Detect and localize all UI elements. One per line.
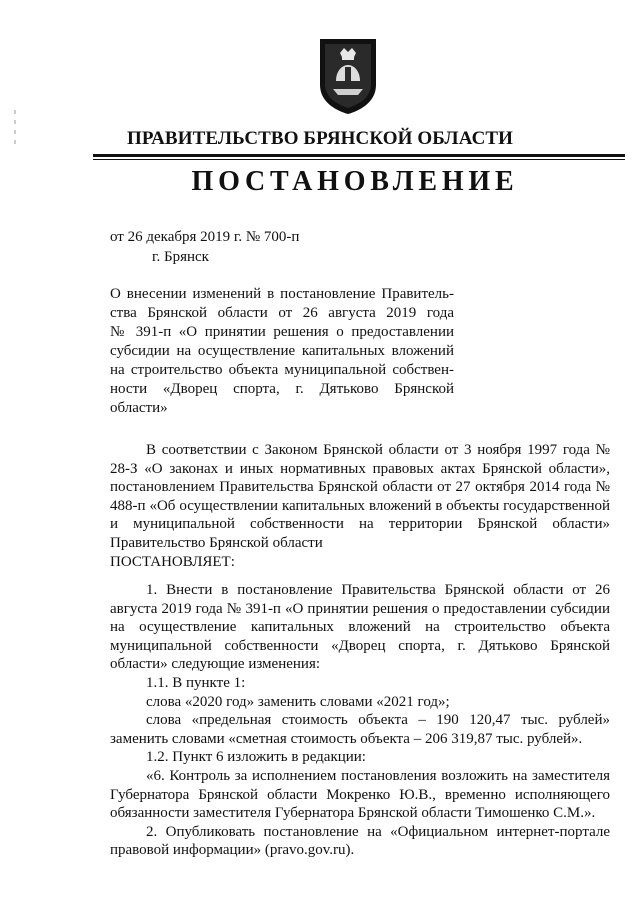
header-divider-thin bbox=[93, 159, 625, 160]
decree-body bbox=[110, 581, 610, 860]
document-meta bbox=[110, 227, 299, 267]
paragraph-1-2: 1.2. Пункт 6 изложить в редакции: bbox=[146, 749, 366, 766]
organization-name: ПРАВИТЕЛЬСТВО БРЯНСКОЙ ОБЛАСТИ bbox=[126, 128, 514, 149]
paragraph-1-1-a: слова «2020 год» заменить словами «2021 год»; bbox=[146, 693, 450, 710]
subject-line: ности «Дворец спорта, г. Дятьково Брянской bbox=[110, 381, 454, 397]
paragraph-1-1-b: слова «предельная стоимость объекта – 190 120,47 тыс. рублей» заменить словами «сметная стоимость объекта – 206 319,87 тыс. рублей». bbox=[110, 712, 610, 747]
city-line: г. Брянск bbox=[152, 249, 209, 265]
date-number-line: от 26 декабря 2019 г. № 700-п bbox=[110, 229, 300, 245]
subject-line: области» bbox=[110, 400, 168, 416]
decree-word: ПОСТАНОВЛЯЕТ: bbox=[110, 553, 235, 570]
paragraph-1: 1. Внести в постановление Правительства Брянской области от 26 августа 2019 года № 391-п «О принятии решения о предоставлении субсидии на осуществление капитальных вложений на строительство объекта муниципальной собственности «Дворец спорта, г. Дятьково Брянской области» следующие изменения: bbox=[110, 582, 610, 673]
preamble-block bbox=[110, 441, 610, 571]
paragraph-2: 2. Опубликовать постановление на «Официальном интернет-портале правовой информации» (pravo.gov.ru). bbox=[110, 823, 610, 859]
subject-line: на строительство объекта муниципальной собствен- bbox=[110, 362, 454, 378]
preamble-paragraph: В соответствии с Законом Брянской области от 3 ноября 1997 года № 28-З «О законах и иных нормативных правовых актах Брянской области», постановлением Правительства Брянской области от 27 октября 2014 года № 488-п «Об осуществлении капитальных вложений в объекты государственной и муниципальной собственности на территории Брянской области» Правительство Брянской области bbox=[110, 442, 610, 551]
subject-line: субсидии на осуществление капитальных вложений bbox=[110, 343, 454, 359]
subject-line: № 391-п «О принятии решения о предоставлении bbox=[110, 324, 454, 340]
paragraph-1-1: 1.1. В пункте 1: bbox=[146, 674, 246, 691]
subject-line: ства Брянской области от 26 августа 2019 года bbox=[110, 305, 454, 321]
subject-line: О внесении изменений в постановление Правитель- bbox=[110, 286, 454, 302]
document-type: ПОСТАНОВЛЕНИЕ bbox=[191, 166, 519, 197]
document-subject bbox=[110, 285, 454, 418]
bryansk-coat-of-arms-icon bbox=[318, 37, 378, 115]
paragraph-1-2-text: «6. Контроль за исполнением постановления возложить на заместителя Губернатора Брянской области Мокренко Ю.В., временно исполняющего обязанности заместителя Губернатора Брянской области Тимошенко С.М.». bbox=[110, 767, 610, 822]
header-divider-thick bbox=[93, 154, 625, 157]
